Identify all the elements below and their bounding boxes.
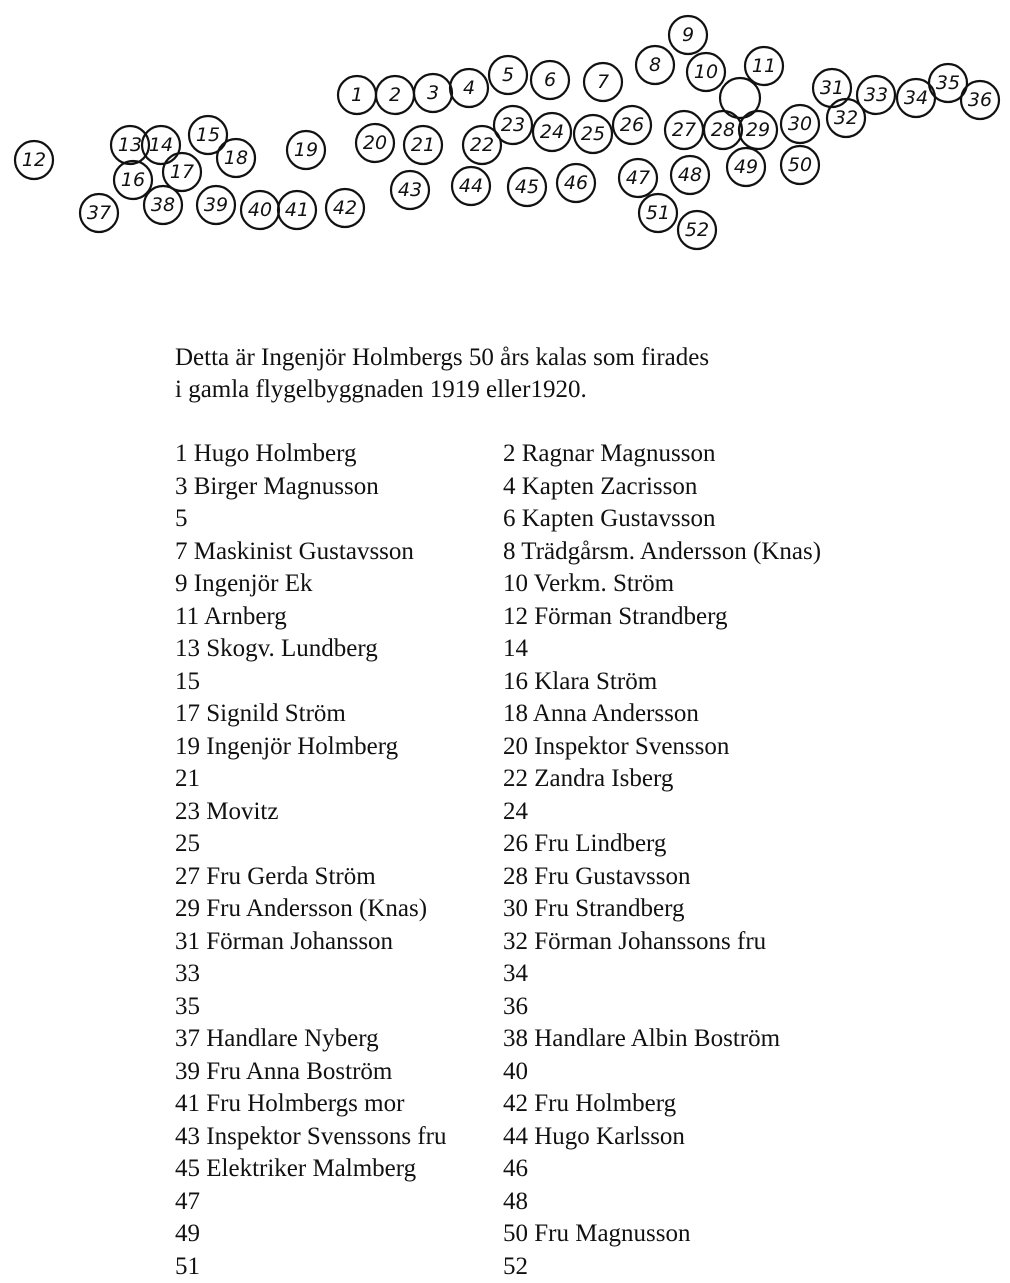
position-marker: [669, 16, 707, 54]
marker-number: 4: [463, 77, 475, 99]
marker-number: 22: [470, 134, 494, 156]
person-entry: 5: [175, 503, 447, 536]
marker-number: 30: [788, 113, 812, 135]
position-marker: [114, 161, 152, 199]
position-marker: [584, 63, 622, 101]
person-entry: 16 Klara Ström: [503, 666, 821, 699]
position-marker: [142, 126, 180, 164]
person-entry: 27 Fru Gerda Ström: [175, 861, 447, 894]
person-entry: 45 Elektriker Malmberg: [175, 1153, 447, 1186]
marker-number: 8: [649, 54, 661, 76]
marker-number: 40: [248, 199, 272, 221]
marker-number: 35: [936, 72, 960, 94]
person-entry: 8 Trädgårsm. Andersson (Knas): [503, 536, 821, 569]
person-entry: 32 Förman Johanssons fru: [503, 926, 821, 959]
marker-number: 31: [820, 77, 844, 99]
marker-number: 6: [544, 69, 556, 91]
person-entry: 1 Hugo Holmberg: [175, 438, 447, 471]
person-entry: 39 Fru Anna Boström: [175, 1056, 447, 1089]
person-entry: 23 Movitz: [175, 796, 447, 829]
marker-number: 38: [151, 194, 175, 216]
marker-number: 19: [294, 139, 318, 161]
person-entry: 2 Ragnar Magnusson: [503, 438, 821, 471]
marker-number: 50: [788, 154, 812, 176]
position-marker: [704, 111, 742, 149]
marker-number: 47: [626, 167, 650, 189]
marker-number: 24: [540, 121, 564, 143]
person-entry: 46: [503, 1153, 821, 1186]
marker-number: 2: [389, 84, 401, 106]
position-marker: [189, 116, 227, 154]
person-entry: 36: [503, 991, 821, 1024]
person-entry: 29 Fru Andersson (Knas): [175, 893, 447, 926]
person-entry: 42 Fru Holmberg: [503, 1088, 821, 1121]
people-list-left: [175, 438, 447, 1283]
position-marker: [857, 76, 895, 114]
position-marker: [613, 106, 651, 144]
position-marker: [574, 115, 612, 153]
marker-number: 15: [196, 124, 220, 146]
position-marker: [197, 186, 235, 224]
person-entry: 3 Birger Magnusson: [175, 471, 447, 504]
marker-number: 11: [752, 55, 776, 77]
person-entry: 31 Förman Johansson: [175, 926, 447, 959]
person-entry: 11 Arnberg: [175, 601, 447, 634]
position-marker: [217, 139, 255, 177]
marker-number: 25: [581, 123, 605, 145]
person-entry: 7 Maskinist Gustavsson: [175, 536, 447, 569]
marker-number: 7: [597, 71, 609, 93]
marker-number: 12: [22, 149, 46, 171]
person-entry: 17 Signild Ström: [175, 698, 447, 731]
person-entry: 43 Inspektor Svenssons fru: [175, 1121, 447, 1154]
marker-number: 21: [411, 134, 435, 156]
position-marker: [961, 81, 999, 119]
marker-number: 20: [363, 132, 387, 154]
position-marker: [665, 111, 703, 149]
marker-number: 41: [285, 199, 309, 221]
person-entry: 38 Handlare Albin Boström: [503, 1023, 821, 1056]
person-entry: 12 Förman Strandberg: [503, 601, 821, 634]
position-marker: [639, 194, 677, 232]
person-entry: 41 Fru Holmbergs mor: [175, 1088, 447, 1121]
marker-number: 44: [459, 175, 483, 197]
position-marker: [678, 211, 716, 249]
person-entry: 20 Inspektor Svensson: [503, 731, 821, 764]
position-marker: [404, 126, 442, 164]
person-entry: 22 Zandra Isberg: [503, 763, 821, 796]
marker-number: 13: [118, 134, 142, 156]
position-marker: [452, 167, 490, 205]
marker-number: 5: [502, 64, 514, 86]
marker-number: 14: [149, 134, 173, 156]
position-marker: [745, 47, 783, 85]
position-marker: [531, 61, 569, 99]
person-entry: 52: [503, 1251, 821, 1283]
person-entry: 18 Anna Andersson: [503, 698, 821, 731]
person-entry: 19 Ingenjör Holmberg: [175, 731, 447, 764]
position-marker: [557, 164, 595, 202]
person-entry: 47: [175, 1186, 447, 1219]
marker-number: 33: [864, 84, 888, 106]
marker-number: 37: [87, 202, 111, 224]
person-entry: 9 Ingenjör Ek: [175, 568, 447, 601]
marker-number: 36: [968, 89, 992, 111]
person-entry: 4 Kapten Zacrisson: [503, 471, 821, 504]
position-marker: [326, 189, 364, 227]
caption-heading: [175, 342, 709, 406]
person-entry: 40: [503, 1056, 821, 1089]
marker-number: 46: [564, 172, 588, 194]
person-entry: 35: [175, 991, 447, 1024]
position-marker: [376, 76, 414, 114]
position-marker: [163, 153, 201, 191]
position-marker: [781, 105, 819, 143]
marker-number: 3: [427, 82, 439, 104]
marker-number: 9: [682, 24, 694, 46]
person-entry: 49: [175, 1218, 447, 1251]
position-marker: [287, 131, 325, 169]
position-marker: [391, 171, 429, 209]
person-entry: 37 Handlare Nyberg: [175, 1023, 447, 1056]
person-entry: 48: [503, 1186, 821, 1219]
position-marker: [450, 69, 488, 107]
person-entry: 44 Hugo Karlsson: [503, 1121, 821, 1154]
position-marker: [414, 74, 452, 112]
position-marker: [671, 156, 709, 194]
marker-number: 26: [620, 114, 644, 136]
marker-number: 51: [646, 202, 670, 224]
person-entry: 28 Fru Gustavsson: [503, 861, 821, 894]
position-marker: [727, 148, 765, 186]
position-marker: [111, 126, 149, 164]
position-marker: [739, 111, 777, 149]
position-marker: [687, 53, 725, 91]
position-marker: [356, 124, 394, 162]
marker-number: 10: [694, 61, 718, 83]
position-marker: [241, 191, 279, 229]
person-entry: 30 Fru Strandberg: [503, 893, 821, 926]
marker-number: 18: [224, 147, 248, 169]
marker-number: 16: [121, 169, 145, 191]
caption-line-2: i gamla flygelbyggnaden 1919 eller1920.: [175, 374, 709, 406]
position-marker: [494, 106, 532, 144]
caption-line-1: Detta är Ingenjör Holmbergs 50 års kalas som firades: [175, 342, 709, 374]
marker-number: 42: [333, 197, 357, 219]
position-marker: [489, 56, 527, 94]
person-entry: 33: [175, 958, 447, 991]
position-marker: [338, 76, 376, 114]
person-entry: 13 Skogv. Lundberg: [175, 633, 447, 666]
person-entry: 25: [175, 828, 447, 861]
person-entry: 14: [503, 633, 821, 666]
position-marker: [781, 146, 819, 184]
position-marker: [144, 186, 182, 224]
marker-number: 23: [501, 114, 525, 136]
person-entry: 51: [175, 1251, 447, 1283]
marker-number: 52: [685, 219, 709, 241]
marker-number: 27: [672, 119, 696, 141]
marker-number: 17: [170, 161, 194, 183]
marker-number: 39: [204, 194, 228, 216]
marker-number: 45: [515, 176, 539, 198]
person-entry: 6 Kapten Gustavsson: [503, 503, 821, 536]
marker-number: 28: [711, 119, 735, 141]
position-marker: [813, 69, 851, 107]
person-entry: 24: [503, 796, 821, 829]
position-marker: [533, 113, 571, 151]
person-entry: 10 Verkm. Ström: [503, 568, 821, 601]
position-marker: [508, 168, 546, 206]
numbered-circles-diagram: [0, 0, 1010, 260]
marker-number: 1: [351, 84, 363, 106]
person-entry: 34: [503, 958, 821, 991]
position-marker: [636, 46, 674, 84]
marker-number: 49: [734, 156, 758, 178]
marker-number: 32: [834, 107, 858, 129]
marker-number: 43: [398, 179, 422, 201]
people-list-right: [503, 438, 821, 1283]
position-marker: [619, 159, 657, 197]
position-marker: [278, 191, 316, 229]
person-entry: 15: [175, 666, 447, 699]
position-marker: [80, 194, 118, 232]
person-entry: 21: [175, 763, 447, 796]
marker-number: 29: [746, 119, 770, 141]
marker-number: 48: [678, 164, 702, 186]
position-marker: [15, 141, 53, 179]
person-entry: 26 Fru Lindberg: [503, 828, 821, 861]
person-entry: 50 Fru Magnusson: [503, 1218, 821, 1251]
marker-number: 34: [904, 87, 928, 109]
